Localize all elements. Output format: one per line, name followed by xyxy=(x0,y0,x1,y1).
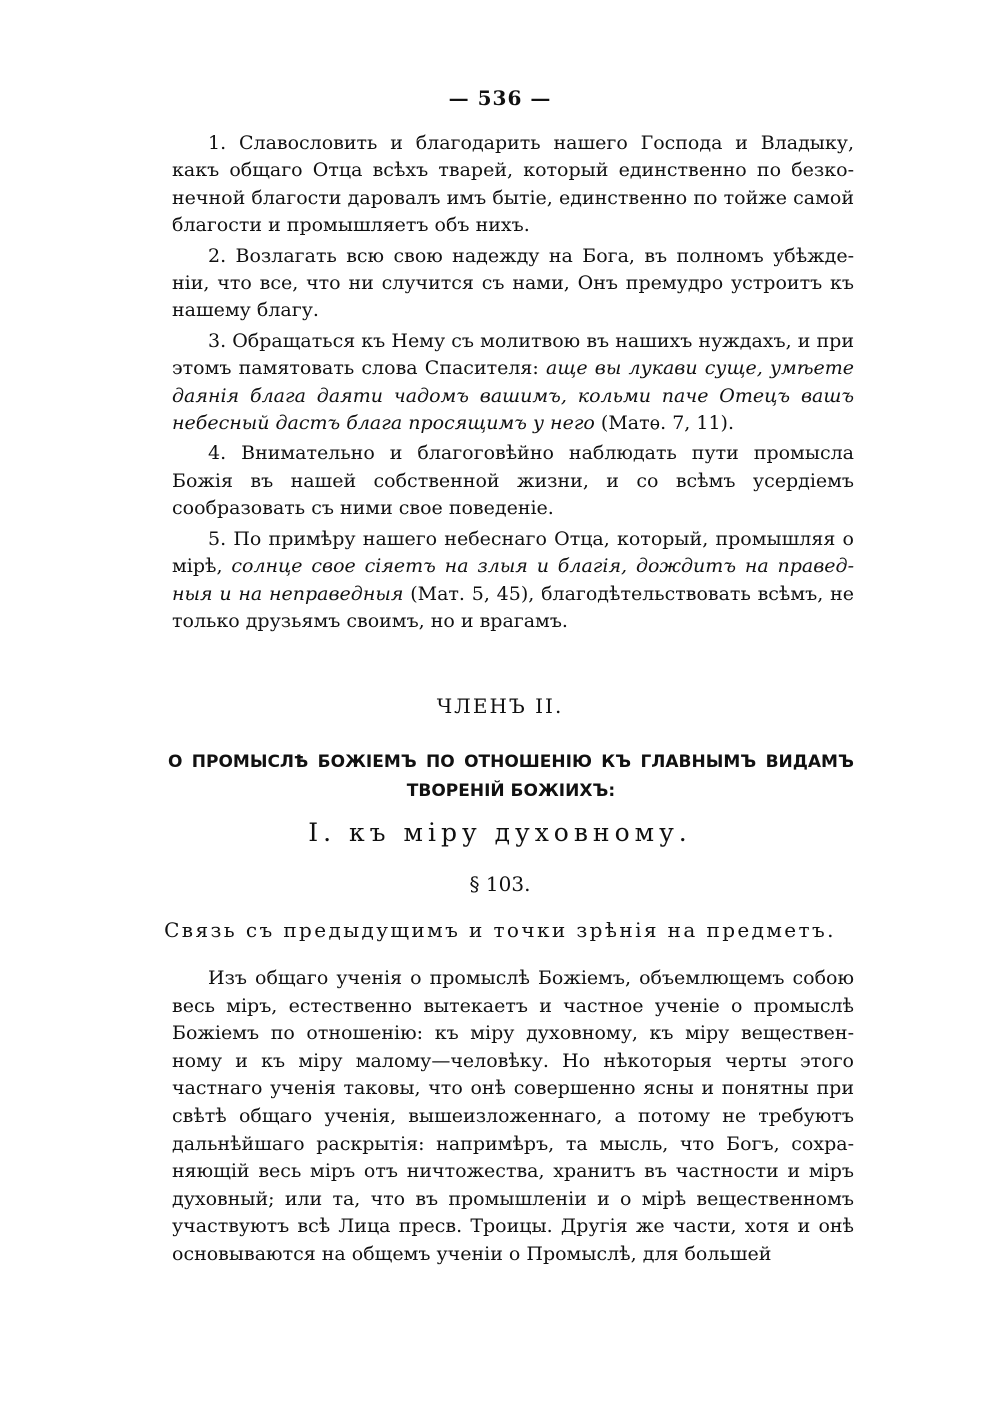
list-item: 1. Славословить и благодарить нашего Господа и Владыку, какъ общаго Отца всѣхъ тварей, который единственно по безко- нечной благости даровалъ имъ бытіе, единственно по тойже самой благости и промышляетъ объ нихъ. xyxy=(172,132,854,237)
body-text xyxy=(172,965,854,1269)
paragraph: Изъ общаго ученія о промыслѣ Божіемъ, объемлющемъ собою весь міръ, естественно вытекаетъ и частное ученіе о промыслѣ Божіемъ по отношенію: къ міру духовному, къ міру веществен- ному и къ міру малому—человѣку. Но нѣкоторыя черты этого частнаго ученія таковы, что онѣ совершенно ясны и понятны при свѣтѣ общаго ученія, вышеизложеннаго, а потому не требуютъ дальнѣйшаго раскрытія: напримѣръ, та мысль, что Богъ, сохра- няющій весь міръ отъ ничтожества, хранитъ въ частности и міръ духовный; или та, что въ промышленіи и о мірѣ вещественномъ участвуютъ всѣ Лица пресв. Троицы. Другія же части, хотя и онѣ основываются на общемъ ученіи о Промыслѣ, для большей xyxy=(172,967,854,1265)
list-item: 2. Возлагать всю свою надежду на Бога, въ полномъ убѣжде- ніи, что все, что ни случится съ нами, Онъ премудро устроитъ къ нашему благу. xyxy=(172,244,855,322)
chapter-title: ЧЛЕНЪ II. xyxy=(436,694,564,718)
scripture-reference: (Матѳ. 7, 11). xyxy=(594,412,734,435)
list-item: 5. По примѣру нашего небеснаго Отца, который, промышляя о мірѣ, солнце свое сіяетъ на злыя и благія, дождитъ на правед- ныя и на неправедныя (Мат. 5, 45), благодѣтельствовать всѣмъ, не только друзьямъ своимъ, но и врагамъ. xyxy=(172,527,854,632)
scripture-quote: ныя и на неправедныя xyxy=(172,582,404,605)
heading-line-2: ТВОРЕНІЙ БОЖІИХЪ: xyxy=(406,781,616,801)
chapter-heading xyxy=(168,748,854,806)
list-item: 4. Внимательно и благоговѣйно наблюдать пути промысла Божія въ нашей собственной жизни, и со всѣмъ усердіемъ сообразовать съ ними свое поведеніе. xyxy=(172,442,855,520)
subheading: I. къ міру духовному. xyxy=(308,818,692,847)
scripture-quote: аще вы лукави суще, xyxy=(546,357,763,380)
section-number: § 103. xyxy=(469,872,531,896)
scripture-quote: умѣете даянія блага даяти чадомъ вашимъ, кольми паче Отецъ xyxy=(172,357,854,407)
numbered-list xyxy=(172,130,854,635)
heading-line-1: О ПРОМЫСЛѢ БОЖІЕМЪ ПО ОТНОШЕНІЮ КЪ ГЛАВНЫМЪ ВИДАМЪ xyxy=(168,752,854,772)
page-number: — 536 — xyxy=(448,86,552,110)
scripture-quote: солнце свое сіяетъ на злыя и благія, дождитъ на правед- xyxy=(231,555,854,578)
section-caption: Связь съ предыдущимъ и точки зрѣнія на предметъ. xyxy=(164,918,836,942)
list-item: 3. Обращаться къ Нему съ молитвою въ нашихъ нуждахъ, и при этомъ памятовать слова Спасителя: аще вы лукави суще, умѣете даянія блага даяти чадомъ вашимъ, кольми паче Отецъ вашъ небесный дастъ блага просящимъ у него (Матѳ. 7, 11). xyxy=(172,329,854,435)
scripture-reference: (Мат. 5, 45), благодѣтельствовать всѣмъ, xyxy=(403,582,824,605)
scripture-quote: вашъ небесный дастъ блага просящимъ у него xyxy=(172,384,854,435)
